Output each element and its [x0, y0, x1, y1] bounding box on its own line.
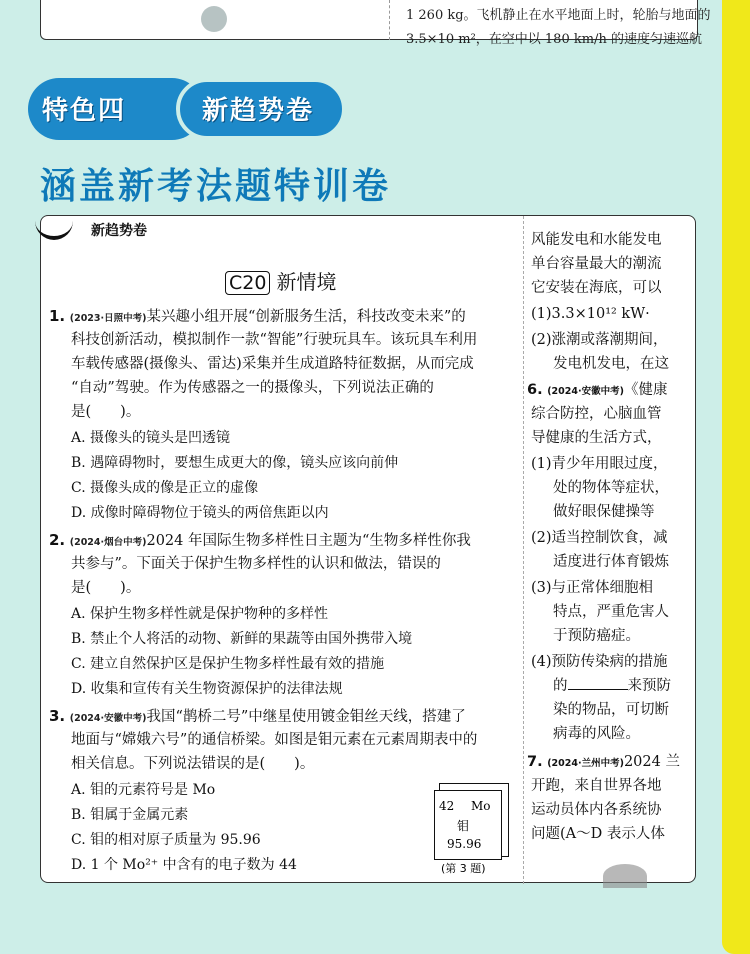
answer-blank[interactable]: [568, 676, 628, 690]
right-text-line: 于预防癌症。: [553, 628, 640, 644]
option-c: C. 摄像头成的像是正立的虚像: [71, 480, 259, 496]
element-cell-front: [434, 790, 502, 860]
question-text: “自动”驾驶。作为传感器之一的摄像头，下列说法正确的: [71, 380, 434, 396]
question-text: 相关信息。下列说法错误的是( )。: [71, 756, 315, 772]
question-source: (2024·安徽中考): [547, 386, 624, 397]
option-a: A. 保护生物多样性就是保护物种的多样性: [71, 606, 329, 622]
question-text: 2024 年国际生物多样性日主题为“生物多样性你我: [146, 533, 471, 549]
right-text-line: 综合防控，心脑血管: [531, 406, 662, 422]
top-text-line-1: 1 260 kg。飞机静止在水平地面上时，轮胎与地面的: [406, 8, 711, 23]
banner-tag-trend-label: 新趋势卷: [202, 96, 315, 126]
illustration-figure: [201, 6, 227, 32]
paper-heading-text: 新情境: [276, 270, 337, 294]
question-3-stem: [49, 704, 519, 731]
question-text: 2024 兰: [623, 754, 680, 770]
element-symbol: Mo: [471, 799, 491, 813]
section-label: 新趋势卷: [91, 223, 147, 239]
right-text-line: 单台容量最大的潮流: [531, 256, 662, 272]
option-d: D. 成像时障碍物位于镜头的两倍焦距以内: [71, 505, 329, 521]
right-text-line: 处的物体等症状，: [553, 480, 669, 496]
banner-tag-feature-label: 特色四: [42, 96, 127, 126]
question-number: 2.: [49, 531, 66, 549]
question-1-stem: [49, 304, 519, 331]
paper-heading: [225, 266, 336, 295]
option-b: B. 钼属于金属元素: [71, 807, 189, 823]
right-text-line: 风能发电和水能发电: [531, 232, 662, 248]
question-number: 6.: [527, 382, 543, 398]
option-b: B. 遇障碍物时，要想生成更大的像，镜头应该向前伸: [71, 455, 399, 471]
fill-in-line: [553, 674, 671, 698]
right-text-line: (3)与正常体细胞相: [531, 580, 654, 596]
paper-code: C20: [225, 271, 270, 295]
right-text-line: 病毒的风险。: [553, 726, 640, 742]
question-text: 某兴趣小组开展“创新服务生活，科技改变未来”的: [146, 309, 466, 325]
right-text-line: 发电机发电，在这: [553, 356, 669, 372]
question-text: 来预防: [627, 678, 671, 694]
exam-paper-card: [40, 215, 696, 883]
question-text: 《健康: [623, 382, 668, 398]
question-source: (2024·安徽中考): [69, 713, 147, 724]
page-title: 涵盖新考法题特训卷: [40, 166, 392, 207]
element-mass: 95.96: [447, 837, 482, 851]
option-a: A. 摄像头的镜头是凹透镜: [71, 430, 231, 446]
question-7-stem: [527, 750, 680, 776]
question-text: 的: [553, 678, 568, 694]
option-c: C. 建立自然保护区是保护生物多样性最有效的措施: [71, 656, 385, 672]
right-text-line: (2)涨潮或落潮期间，: [531, 332, 668, 348]
right-column: [527, 216, 701, 884]
element-cell-figure: [439, 783, 509, 857]
question-text: 是( )。: [71, 580, 141, 596]
right-text-line: (1)3.3×10¹² kW·: [531, 306, 650, 322]
column-divider: [523, 216, 524, 884]
right-text-line: 做好眼保健操等: [553, 504, 655, 520]
question-source: (2024·烟台中考): [69, 537, 147, 548]
question-source: (2024·兰州中考): [547, 758, 624, 769]
feature-banner: [28, 78, 318, 140]
right-text-line: 运动员体内各系统协: [531, 802, 662, 818]
right-text-line: 问题(A～D 表示人体: [531, 826, 665, 842]
option-d: D. 收集和宣传有关生物资源保护的法律法规: [71, 681, 343, 697]
question-text: 车载传感器(摄像头、雷达)采集并生成道路特征数据，从而完成: [71, 356, 474, 372]
right-text-line: 适度进行体育锻炼: [553, 554, 669, 570]
option-b: B. 禁止个人将活的动物、新鲜的果蔬等由国外携带入境: [71, 631, 413, 647]
lungs-illustration: [603, 864, 647, 888]
option-a: A. 钼的元素符号是 Mo: [71, 782, 216, 798]
right-text-line: 染的物品，可切断: [553, 702, 669, 718]
question-number: 1.: [49, 307, 66, 325]
yellow-edge-strip: [722, 0, 750, 954]
left-column: [49, 216, 519, 884]
figure-caption: (第 3 题): [441, 862, 486, 875]
right-text-line: 导健康的生活方式，: [531, 430, 662, 446]
element-atomic-number: 42: [439, 799, 455, 813]
question-text: 是( )。: [71, 404, 141, 420]
question-text: 共参与”。下面关于保护生物多样性的认识和做法，错误的: [71, 556, 441, 572]
right-text-line: 特点，严重危害人: [553, 604, 669, 620]
column-divider: [389, 0, 390, 40]
question-source: (2023·日照中考): [69, 313, 147, 324]
previous-page-card: [40, 0, 711, 47]
question-text: 科技创新活动，模拟制作一款“智能”行驶玩具车。该玩具车利用: [71, 332, 478, 348]
question-text: 地面与“嫦娥六号”的通信桥梁。如图是钼元素在元素周期表中的: [71, 732, 478, 748]
question-6-stem: [527, 378, 667, 404]
right-text-line: 它安装在海底，可以: [531, 280, 662, 296]
right-text-line: 开跑，来自世界各地: [531, 778, 662, 794]
option-c: C. 钼的相对原子质量为 95.96: [71, 832, 261, 848]
banner-tag-trend: [176, 78, 346, 140]
right-text-line: (1)青少年用眼过度，: [531, 456, 668, 472]
question-text: 我国“鹊桥二号”中继星使用镀金钼丝天线，搭建了: [146, 709, 466, 725]
element-name: 钼: [457, 819, 470, 833]
question-2-stem: [49, 528, 519, 555]
question-number: 3.: [49, 707, 66, 725]
question-number: 7.: [527, 754, 543, 770]
right-text-line: (2)适当控制饮食，减: [531, 530, 668, 546]
top-text-line-2: 3.5×10 m²，在空中以 180 km/h 的速度匀速巡航: [406, 32, 702, 47]
option-d: D. 1 个 Mo²⁺ 中含有的电子数为 44: [71, 857, 297, 873]
right-text-line: (4)预防传染病的措施: [531, 654, 668, 670]
